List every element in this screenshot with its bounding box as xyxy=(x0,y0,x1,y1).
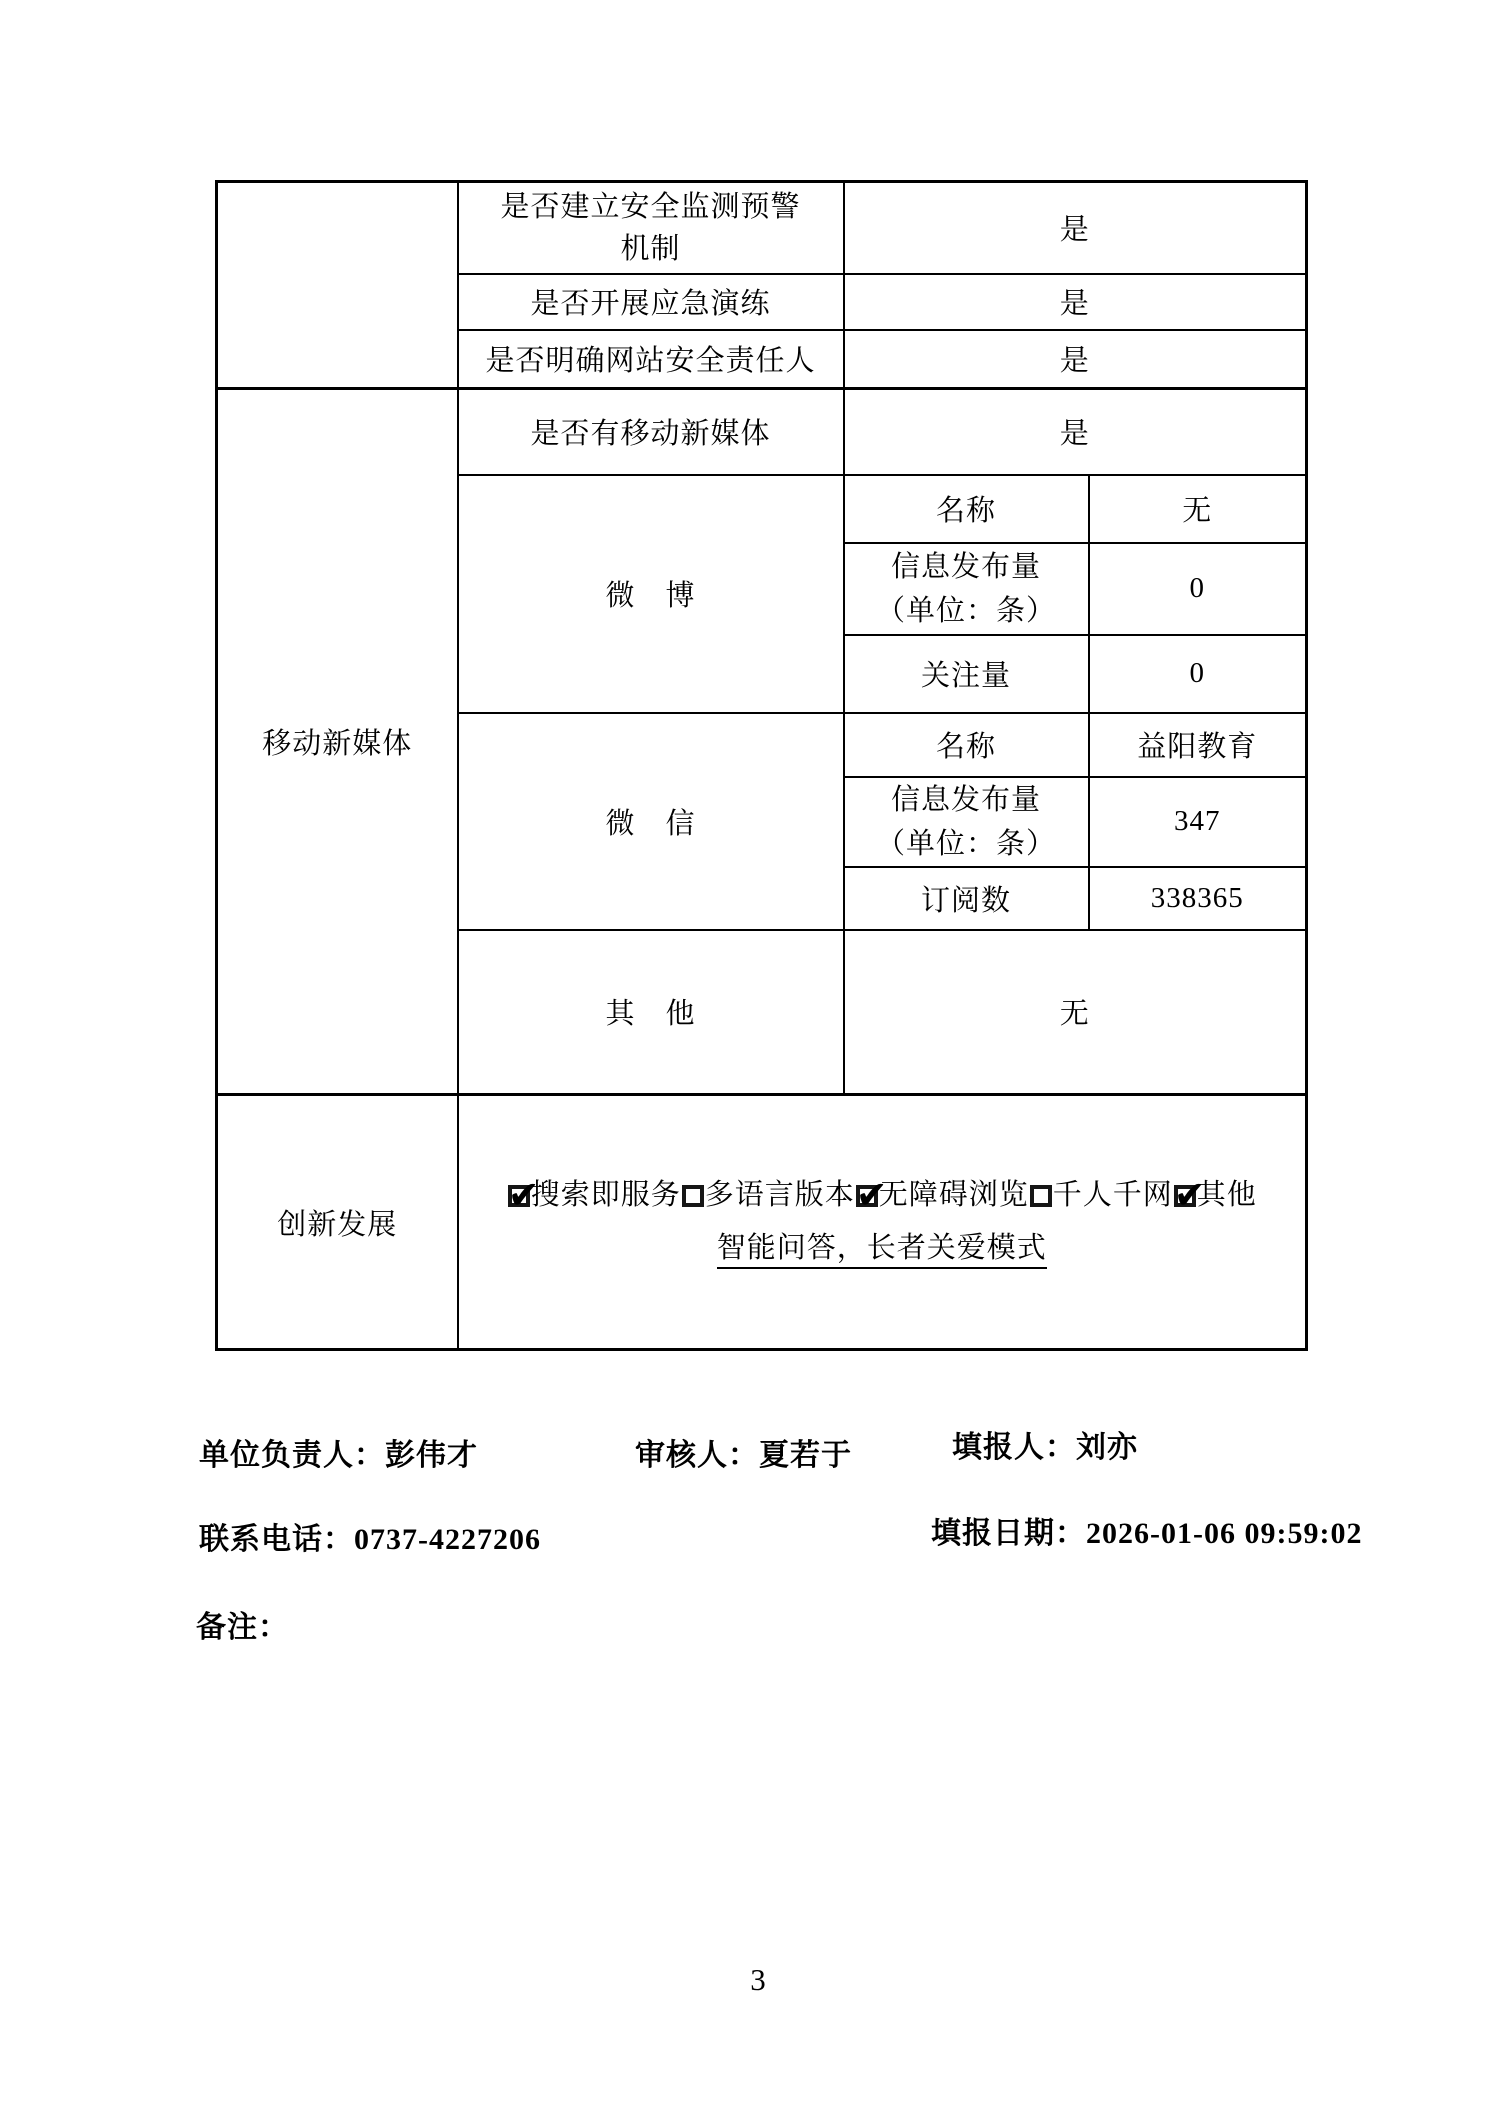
option-label-accessibility: 无障碍浏览 xyxy=(878,1179,1029,1211)
option-label-other: 其他 xyxy=(1196,1179,1257,1211)
wechat-posts-label-line2: （单位：条） xyxy=(875,827,1056,860)
unit-head-line: 单位负责人：彭伟才 xyxy=(199,1439,478,1472)
security-monitor-label-line2: 机制 xyxy=(620,232,681,265)
weibo-followers-value: 0 xyxy=(1089,635,1307,713)
wechat-name-value: 益阳教育 xyxy=(1089,713,1307,777)
wechat-subscribers-value: 338365 xyxy=(1089,867,1307,930)
security-monitor-value: 是 xyxy=(844,182,1307,274)
emergency-drill-value: 是 xyxy=(844,274,1307,330)
other-media-label: 其 他 xyxy=(458,930,844,1095)
weibo-posts-label-line2: （单位：条） xyxy=(875,594,1056,627)
weibo-posts-label xyxy=(844,543,1089,635)
checkbox-other[interactable] xyxy=(1174,1185,1196,1207)
fill-date-line: 填报日期：2026-01-06 09:59:02 xyxy=(931,1517,1363,1550)
checkbox-search-as-service[interactable] xyxy=(508,1185,530,1207)
section-header-mobile-media: 移动新媒体 xyxy=(217,389,458,1095)
weibo-name-value: 无 xyxy=(1089,475,1307,543)
remark-line: 备注： xyxy=(196,1611,289,1644)
innovation-other-detail: 智能问答，长者关爱模式 xyxy=(717,1232,1047,1269)
wechat-subscribers-label: 订阅数 xyxy=(844,867,1089,930)
reviewer-line: 审核人：夏若于 xyxy=(635,1439,852,1472)
section-header-innovation: 创新发展 xyxy=(217,1095,458,1350)
contact-phone-line: 联系电话：0737-4227206 xyxy=(199,1523,541,1556)
option-label-personalized: 千人千网 xyxy=(1052,1179,1173,1211)
option-label-multilingual: 多语言版本 xyxy=(704,1179,855,1211)
row-has-mobile-media xyxy=(217,389,1307,475)
wechat-posts-label xyxy=(844,777,1089,867)
checkbox-multilingual[interactable] xyxy=(682,1185,704,1207)
row-security-monitor xyxy=(217,182,1307,274)
weibo-posts-value: 0 xyxy=(1089,543,1307,635)
wechat-posts-label-line1: 信息发布量 xyxy=(890,783,1041,816)
option-label-search-as-service: 搜索即服务 xyxy=(530,1179,681,1211)
innovation-content-cell xyxy=(458,1095,1307,1350)
weibo-name-label: 名称 xyxy=(844,475,1089,543)
filler-line: 填报人：刘亦 xyxy=(952,1431,1138,1464)
wechat-header: 微 信 xyxy=(458,713,844,930)
row-innovation xyxy=(217,1095,1307,1350)
security-monitor-label xyxy=(458,182,844,274)
other-media-value: 无 xyxy=(844,930,1307,1095)
page-number: 3 xyxy=(750,1962,766,1997)
security-monitor-label-line1: 是否建立安全监测预警 xyxy=(500,190,801,223)
innovation-options-line xyxy=(465,1172,1300,1219)
wechat-name-label: 名称 xyxy=(844,713,1089,777)
wechat-posts-value: 347 xyxy=(1089,777,1307,867)
has-mobile-media-value: 是 xyxy=(844,389,1307,475)
weibo-posts-label-line1: 信息发布量 xyxy=(890,550,1041,583)
weibo-header: 微 博 xyxy=(458,475,844,713)
checkbox-accessibility[interactable] xyxy=(856,1185,878,1207)
emergency-drill-label: 是否开展应急演练 xyxy=(458,274,844,330)
security-officer-label: 是否明确网站安全责任人 xyxy=(458,330,844,389)
has-mobile-media-label: 是否有移动新媒体 xyxy=(458,389,844,475)
section-cell-empty xyxy=(217,182,458,389)
innovation-other-detail-line xyxy=(465,1225,1300,1272)
weibo-followers-label: 关注量 xyxy=(844,635,1089,713)
checkbox-personalized[interactable] xyxy=(1030,1185,1052,1207)
annual-report-table xyxy=(215,180,1308,1351)
security-officer-value: 是 xyxy=(844,330,1307,389)
